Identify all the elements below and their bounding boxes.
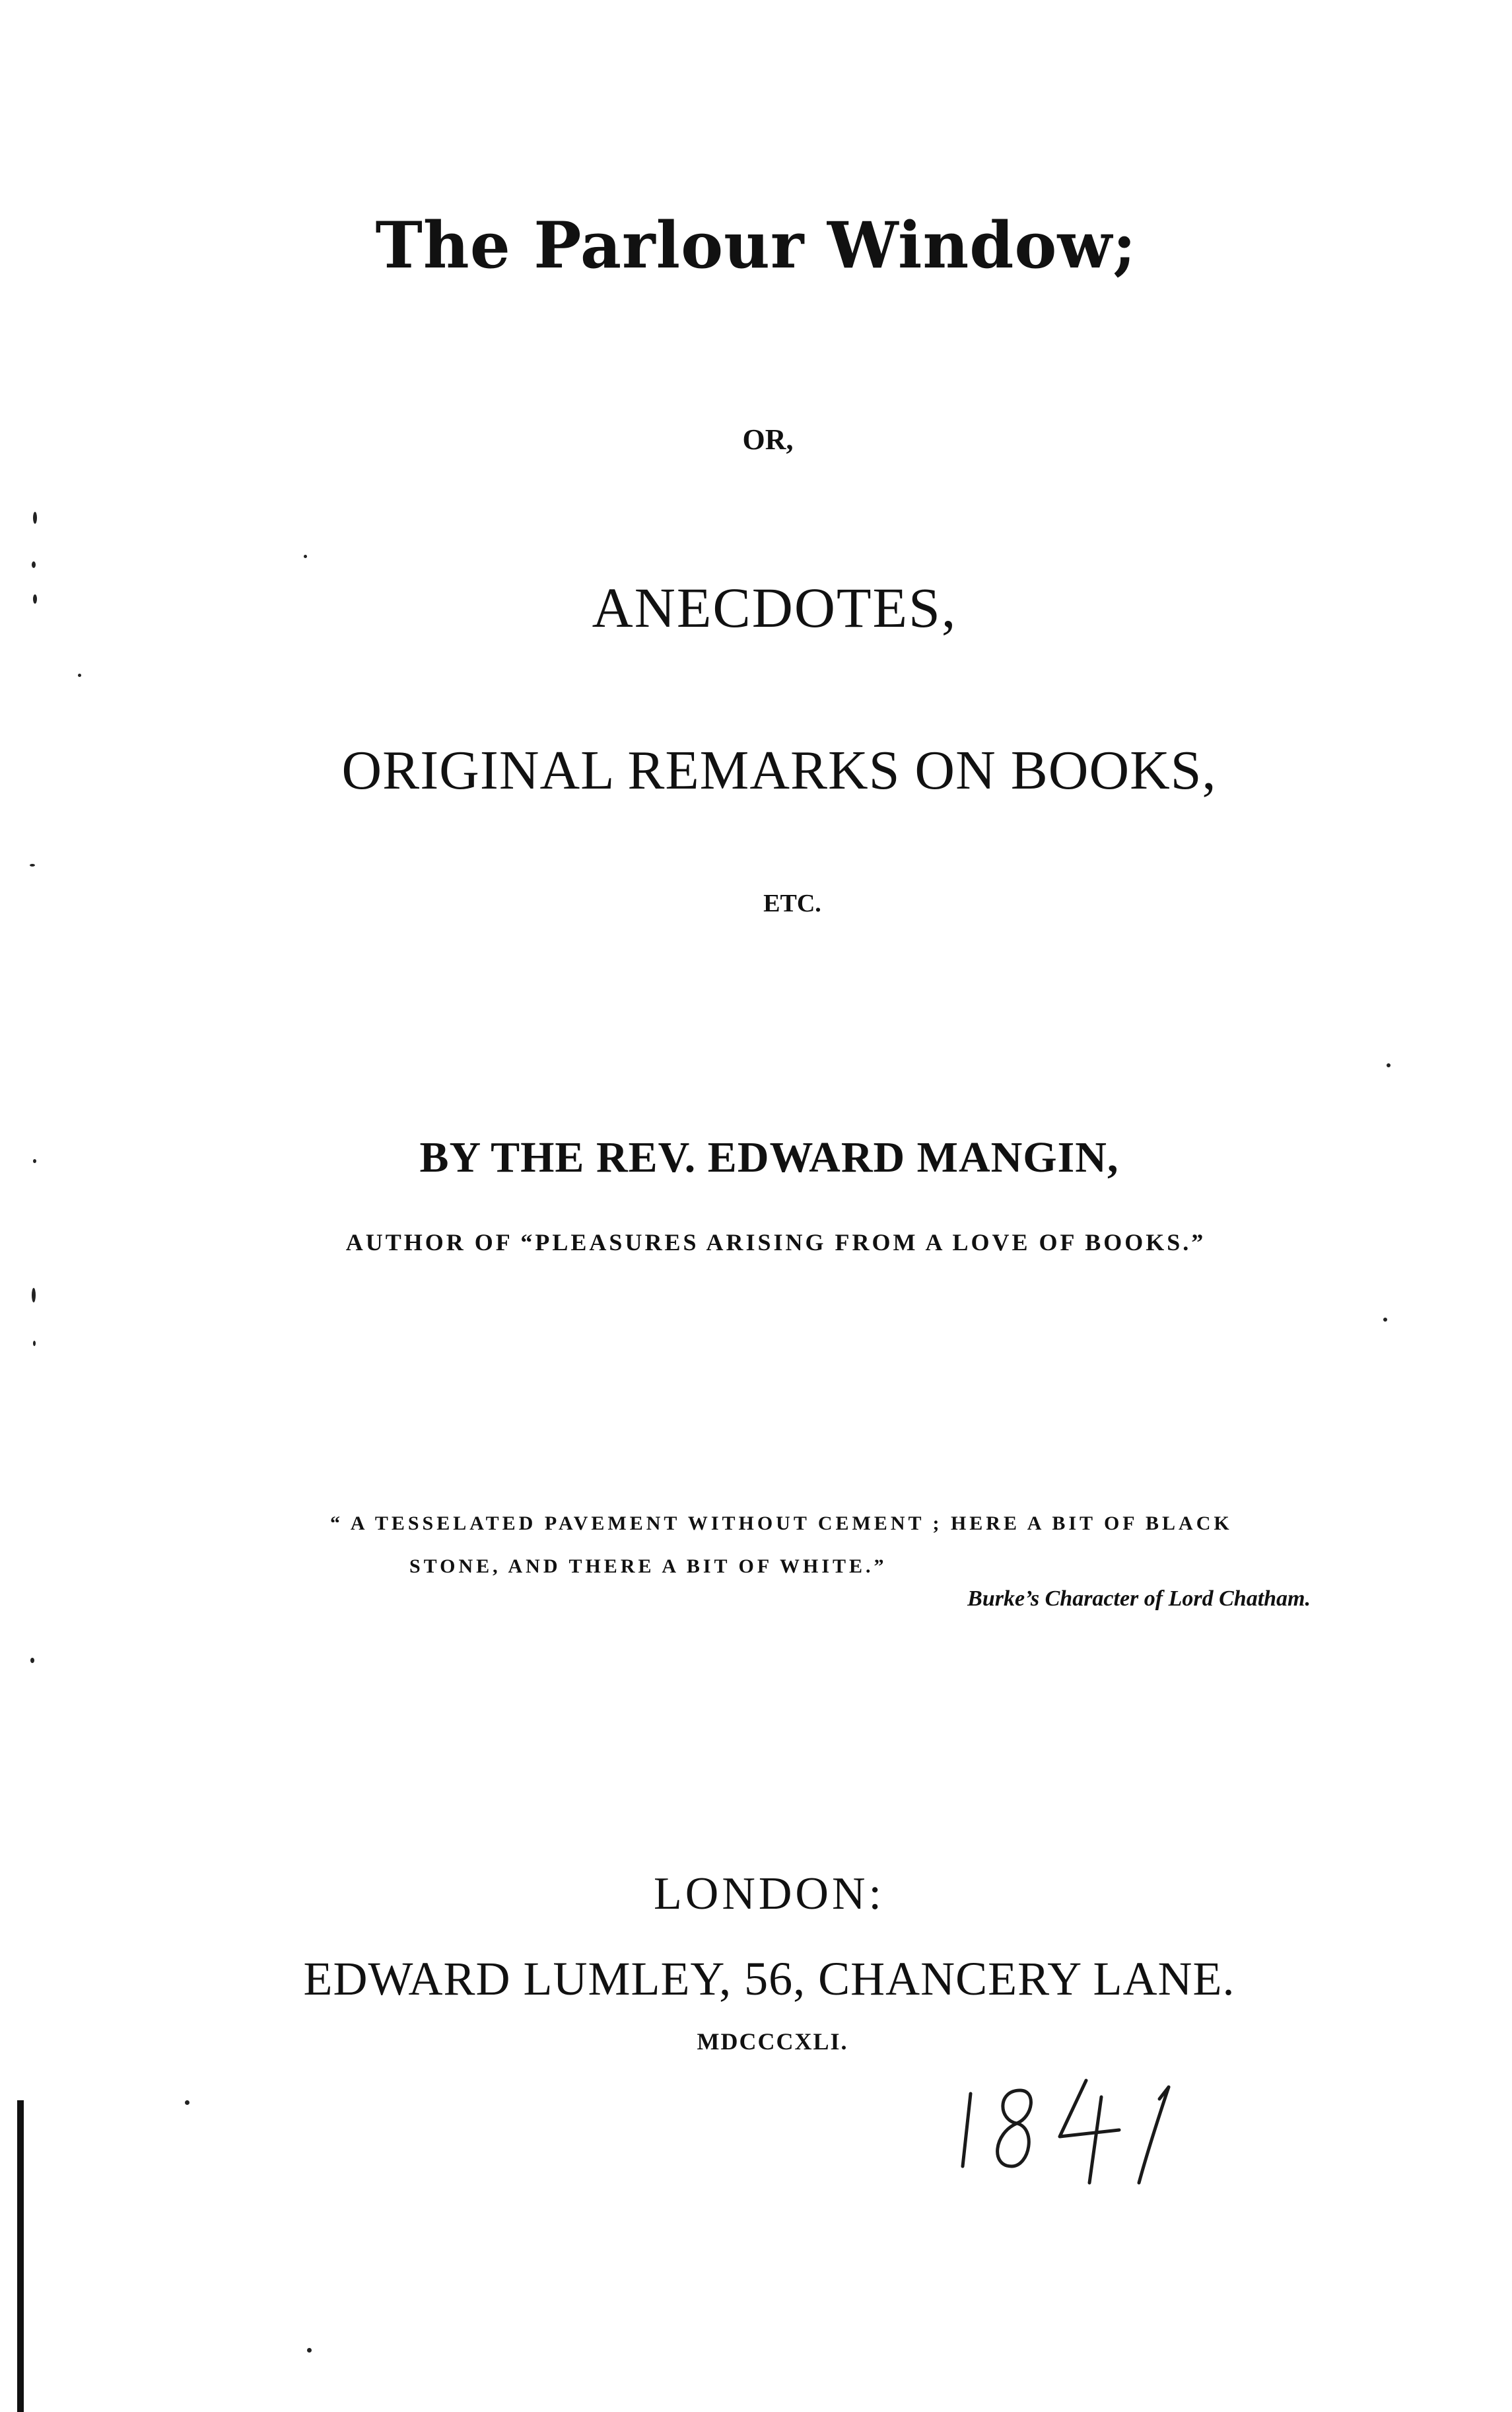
scan-speck (33, 1159, 36, 1163)
scan-speck (32, 1288, 36, 1302)
scan-speck (30, 864, 35, 867)
scan-speck (32, 561, 36, 568)
scan-speck (1383, 1318, 1387, 1322)
epigraph-attribution: Burke’s Character of Lord Chatham. (967, 1586, 1311, 1611)
imprint-publisher: EDWARD LUMLEY, 56, CHANCERY LANE. (303, 1952, 1235, 2005)
book-title: The Parlour Window; (375, 208, 1137, 283)
scan-speck (304, 555, 307, 558)
scan-speck (78, 674, 81, 677)
scan-speck (33, 512, 37, 524)
scan-speck (33, 1341, 36, 1346)
author-previous-work: AUTHOR OF “PLEASURES ARISING FROM A LOVE OF BOOKS.” (345, 1229, 1206, 1256)
title-connector: OR, (742, 423, 794, 456)
imprint-city: LONDON: (654, 1868, 885, 1919)
scan-binding-edge (17, 2100, 24, 2412)
scan-speck (1387, 1063, 1391, 1067)
scan-speck (307, 2348, 312, 2353)
imprint-year: MDCCCXLI. (697, 2028, 848, 2055)
scan-speck (185, 2100, 189, 2105)
scan-speck (33, 594, 37, 604)
author-line: BY THE REV. EDWARD MANGIN, (419, 1133, 1119, 1182)
handwritten-year-annotation (951, 2067, 1202, 2193)
subtitle-anecdotes: ANECDOTES, (592, 576, 957, 639)
subtitle-etc: ETC. (763, 890, 821, 917)
subtitle-remarks: ORIGINAL REMARKS ON BOOKS, (341, 740, 1217, 801)
scan-speck (30, 1658, 34, 1663)
epigraph-line-2: STONE, AND THERE A BIT OF WHITE.” (409, 1555, 887, 1577)
epigraph-line-1: “ A TESSELATED PAVEMENT WITHOUT CEMENT ; HERE A BIT OF BLACK (330, 1512, 1233, 1534)
